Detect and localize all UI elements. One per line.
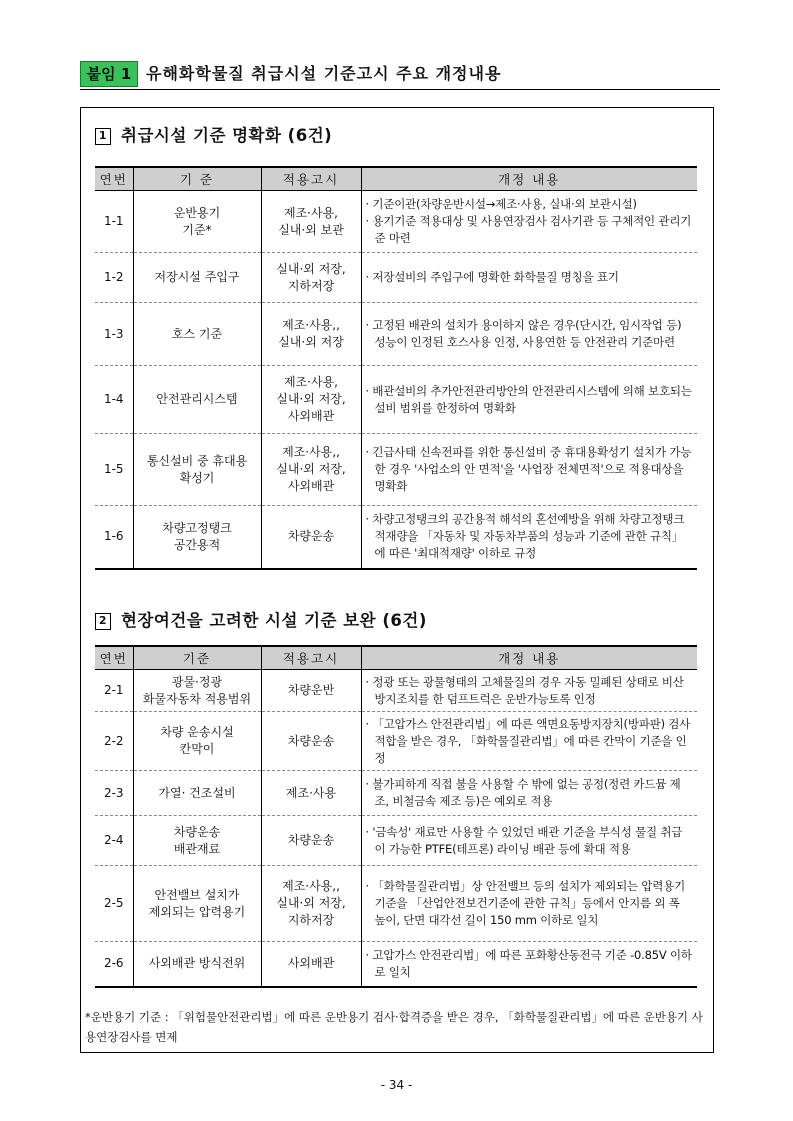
notice-line: 차량운반 [287,683,335,697]
section1-table [95,166,697,570]
row-number: 1-6 [95,506,133,569]
row-number: 1-5 [95,434,133,506]
row-number: 2-2 [95,712,133,771]
content-cell [361,253,697,303]
standard-line: 공간용적 [173,537,221,552]
standard-cell [133,366,261,434]
notice-cell [261,712,361,771]
section2-title: 현장여건을 고려한 시설 기준 보완 (6건) [121,611,427,630]
notice-cell [261,771,361,816]
content-bullet: · 용기기준 적용대상 및 사용연장검사 검사기관 등 구체적인 관리기준 마련 [365,214,692,245]
table-row [95,506,697,569]
content-cell [361,506,697,569]
notice-cell [261,191,361,253]
notice-line: 제조·사용,, [282,318,340,332]
content-cell [361,816,697,866]
standard-line: 차량 운송시설 [160,725,234,739]
notice-line: 사외배관 [287,409,335,423]
table-row [95,366,697,434]
page-title: 유해화학물질 취급시설 기준고시 주요 개정내용 [146,64,502,83]
notice-cell [261,942,361,987]
table-row [95,866,697,942]
standard-line: 화물자동차 적용범위 [142,691,252,706]
table-row [95,191,697,253]
content-cell [361,434,697,506]
content-cell [361,670,697,712]
standard-line: 광물·정광 [171,674,223,689]
standard-line: 제외되는 압력용기 [148,904,246,919]
content-cell [361,771,697,816]
section2-number: 2 [95,613,111,630]
col-header-standard: 기준 [133,646,261,670]
notice-line: 제조·사용, [284,375,338,389]
standard-cell [133,712,261,771]
table-row [95,303,697,366]
content-bullet: · 고압가스 안전관리법」에 따른 포화황산동전극 기준 -0.85V 이하로 일치 [365,947,692,979]
notice-cell [261,303,361,366]
table-row [95,670,697,712]
content-bullet: · 배관설비의 추가안전관리방안의 안전관리시스템에 의해 보호되는 설비 범위를 한정하여 명확화 [365,383,692,415]
row-number: 1-3 [95,303,133,366]
standard-line: 운반용기 [173,205,221,220]
notice-line: 제조·사용, [284,205,338,220]
table-row [95,712,697,771]
standard-line: 저장시설 주입구 [154,270,240,284]
content-bullet: · 불가피하게 직접 불을 사용할 수 밖에 없는 공정(정련 카드뮴 제조, 비철금속 제조 등)은 예외로 적용 [365,777,681,808]
notice-cell [261,434,361,506]
col-header-notice: 적용고시 [261,167,361,191]
section2-heading [95,607,427,631]
row-number: 2-4 [95,816,133,866]
standard-cell [133,816,261,866]
content-bullet: · 기준이관(차량운반시설→제조·사용, 실내·외 보관시설) [365,197,637,211]
table-row [95,942,697,987]
notice-cell [261,366,361,434]
notice-line: 지하저장 [287,278,335,293]
standard-line: 가열· 건조설비 [158,785,236,800]
content-bullet: · 정광 또는 광물형태의 고체물질의 경우 자동 밀폐된 상태로 비산방지조치를 한 덤프트럭은 운반가능토록 인정 [365,674,684,706]
content-bullet: · 저장설비의 주입구에 명확한 화학물질 명칭을 표기 [365,270,619,284]
content-bullet: · 「고압가스 안전관리법」에 따른 액면요동방지장치(방파판) 검사적합을 받은 경우, 「화학물질관리법」에 따른 칸막이 기준을 인정 [365,716,691,765]
standard-cell [133,670,261,712]
standard-line: 안전밸브 설치가 [154,887,240,902]
notice-line: 차량운송 [287,529,335,544]
notice-line: 실내·외 저장, [276,462,346,476]
standard-line: 사외배관 방식전위 [148,956,246,971]
notice-cell [261,253,361,303]
standard-cell [133,942,261,987]
standard-cell [133,253,261,303]
page-header [80,61,720,90]
table-row [95,816,697,866]
notice-line: 실내·외 저장, [276,896,346,910]
content-cell [361,366,697,434]
content-bullet: · 「화학물질관리법」상 안전밸브 등의 설치가 제외되는 압력용기기준을 「산업안전보건기준에 관한 규칙」등에서 안지름 외 폭 높이, 단면 대각선 길이 150 mm 이하로 일치 [365,879,686,927]
table-row [95,771,697,816]
row-number: 2-1 [95,670,133,712]
standard-line: 확성기 [179,470,215,485]
notice-line: 차량운송 [287,733,335,748]
standard-line: 차량운송 [173,824,221,839]
section2-table [95,645,697,988]
standard-cell [133,771,261,816]
notice-line: 실내·외 저장 [278,335,344,349]
col-header-no: 연번 [95,646,133,670]
standard-line: 차량고정탱크 [162,520,232,535]
row-number: 2-3 [95,771,133,816]
row-number: 1-2 [95,253,133,303]
table-row [95,434,697,506]
notice-line: 사외배관 [287,956,335,971]
row-number: 2-6 [95,942,133,987]
table-row [95,253,697,303]
standard-line: 칸막이 [179,742,215,756]
col-header-no: 연번 [95,167,133,191]
notice-line: 제조·사용,, [282,445,340,459]
page-number: - 34 - [380,1078,413,1092]
notice-cell [261,670,361,712]
notice-cell [261,816,361,866]
standard-line: 안전관리시스템 [156,392,238,406]
content-cell [361,712,697,771]
col-header-content: 개정 내용 [361,646,697,670]
content-cell [361,191,697,253]
standard-cell [133,434,261,506]
content-cell [361,303,697,366]
appendix-badge: 붙임 1 [80,61,138,87]
notice-line: 실내·외 저장, [276,392,346,406]
notice-line: 실내·외 보관 [278,222,344,237]
col-header-standard: 기 준 [133,167,261,191]
notice-line: 제조·사용,, [282,879,340,893]
standard-cell [133,866,261,942]
standard-cell [133,191,261,253]
standard-line: 배관재료 [173,841,221,856]
row-number: 1-4 [95,366,133,434]
table-header-row [95,646,697,670]
notice-line: 사외배관 [287,479,335,493]
row-number: 2-5 [95,866,133,942]
section1-heading [95,122,332,146]
col-header-content: 개정 내용 [361,167,697,191]
content-bullet: · 차량고정탱크의 공간용적 해석의 혼선예방을 위해 차량고정탱크 적재량을 「자동차 및 자동차부품의 성능과 기준에 관한 규칙」에 따른 '최대적재량' 이하로 규정 [365,512,685,561]
content-bullet: · 긴급사태 신속전파를 위한 통신설비 중 휴대용확성기 설치가 가능한 경우 '사업소의 안 면적'을 '사업장 전체면적'으로 적용대상을 명확화 [365,445,692,493]
standard-line: 통신설비 중 휴대용 [146,453,248,468]
standard-cell [133,506,261,569]
section1-title: 취급시설 기준 명확화 (6건) [121,126,333,145]
notice-line: 지하저장 [287,913,335,927]
standard-cell [133,303,261,366]
notice-cell [261,866,361,942]
notice-cell [261,506,361,569]
content-bullet: · 고정된 배관의 설치가 용이하지 않은 경우(단시간, 임시작업 등) 성능이 인정된 호스사용 인정, 사용연한 등 안전관리 기준마련 [365,318,682,349]
section1-number: 1 [95,128,111,145]
standard-line: 기준* [182,222,212,237]
notice-line: 차량운송 [287,833,335,847]
standard-line: 호스 기준 [171,326,223,341]
content-bullet: · '금속성' 재료만 사용할 수 있었던 배관 기준을 부식성 물질 취급이 가능한 PTFE(테프론) 라이닝 배관 등에 확대 적용 [365,824,683,856]
footnote: *운반용기 기준 : 「위험물안전관리법」에 따른 운반용기 검사·합격증을 받은 경우, 「화학물질관리법」에 따른 운반용기 사용연장검사를 면제 [85,1010,703,1044]
notice-line: 제조·사용 [285,785,337,800]
content-cell [361,866,697,942]
table-header-row [95,167,697,191]
row-number: 1-1 [95,191,133,253]
notice-line: 실내·외 저장, [276,261,346,276]
content-cell [361,942,697,987]
col-header-notice: 적용고시 [261,646,361,670]
